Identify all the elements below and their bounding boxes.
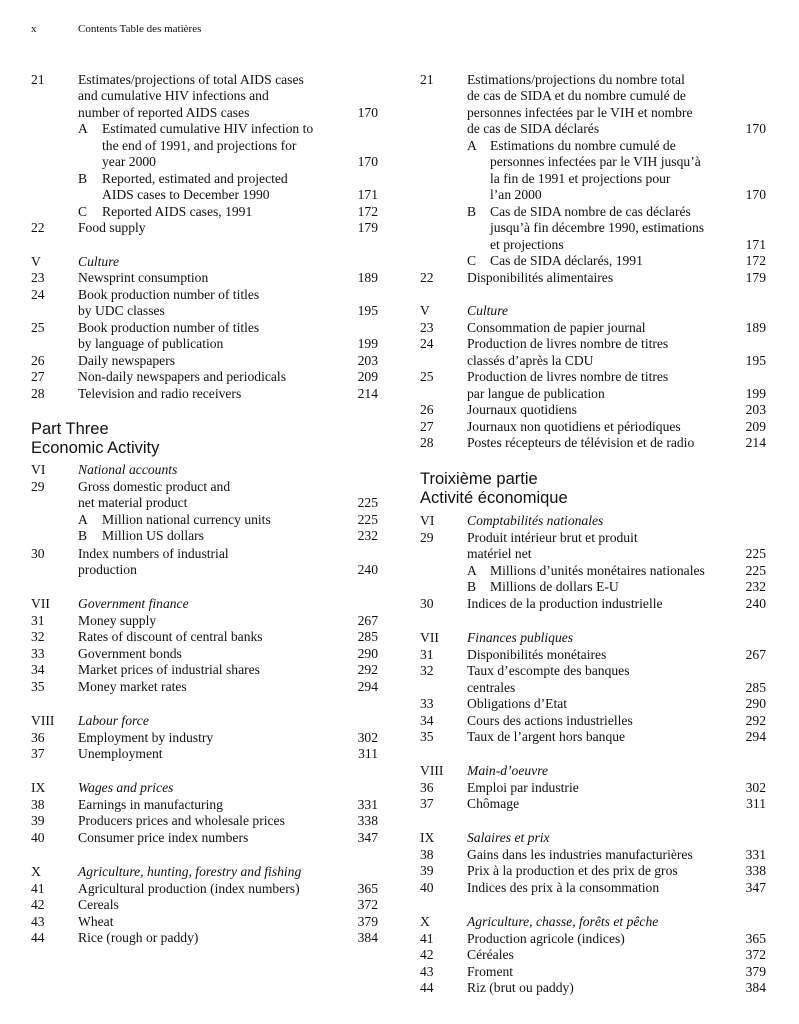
page-number: 179 — [745, 270, 766, 285]
table-number: 41 — [31, 881, 45, 896]
page-number: 331 — [357, 797, 378, 812]
entry-title: Million US dollars — [102, 528, 204, 543]
table-number: 35 — [31, 679, 45, 694]
entry-title: de cas de SIDA et du nombre cumulé de — [467, 88, 686, 103]
entry-title: Gross domestic product and — [78, 479, 231, 494]
entry-title: Food supply — [78, 220, 146, 235]
section-title: National accounts — [78, 462, 178, 477]
section-title: Agriculture, hunting, forestry and fishing — [78, 864, 302, 879]
table-number: 30 — [31, 546, 45, 561]
section-title: Agriculture, chasse, forêts et pêche — [467, 914, 659, 929]
entry-title: Estimates/projections of total AIDS cases — [78, 72, 304, 87]
subtable-letter: A — [78, 512, 88, 527]
entry-title: Cours des actions industrielles — [467, 713, 633, 728]
page-numeral: x — [31, 23, 37, 35]
entry-title: Journaux quotidiens — [467, 402, 577, 417]
entry-title: Television and radio receivers — [78, 386, 242, 401]
entry-title: Estimated cumulative HIV infection to — [102, 121, 314, 136]
page-number: 267 — [745, 647, 766, 662]
entry-title: Estimations/projections du nombre total — [467, 72, 685, 87]
entry-title: Producers prices and wholesale prices — [78, 813, 285, 828]
page-number: 225 — [745, 563, 766, 578]
entry-title: Indices de la production industrielle — [467, 596, 663, 611]
page-number: 199 — [745, 386, 766, 401]
entry-title: Consommation de papier journal — [467, 320, 646, 335]
entry-title: de cas de SIDA déclarés — [467, 121, 600, 136]
entry-title: Gains dans les industries manufacturières — [467, 847, 693, 862]
page-number: 285 — [357, 629, 378, 644]
table-number: 39 — [420, 863, 434, 878]
page-number: 384 — [357, 930, 378, 945]
section-number: VII — [31, 596, 50, 611]
page-number: 365 — [357, 881, 378, 896]
entry-title: Riz (brut ou paddy) — [467, 980, 574, 995]
table-number: 32 — [31, 629, 45, 644]
page-number: 214 — [745, 435, 766, 450]
page-number: 225 — [745, 546, 766, 561]
entry-title: Disponibilités monétaires — [467, 647, 607, 662]
entry-title: by UDC classes — [78, 303, 165, 318]
entry-title: Money market rates — [78, 679, 187, 694]
entry-title: Index numbers of industrial — [78, 546, 229, 561]
table-number: 22 — [31, 220, 45, 235]
entry-title: Disponibilités alimentaires — [467, 270, 614, 285]
section-number: VIII — [31, 713, 55, 728]
page-number: 365 — [745, 931, 766, 946]
entry-title: Employment by industry — [78, 730, 214, 745]
subtable-letter: C — [467, 253, 477, 268]
table-number: 29 — [31, 479, 45, 494]
table-number: 40 — [420, 880, 434, 895]
entry-title: Produit intérieur brut et produit — [467, 530, 638, 545]
section-title: Culture — [467, 303, 509, 318]
entry-title: jusqu’à fin décembre 1990, estimations — [490, 220, 705, 235]
subtable-letter: B — [78, 528, 88, 543]
table-number: 27 — [420, 419, 434, 434]
page-number: 195 — [357, 303, 378, 318]
table-number: 26 — [420, 402, 434, 417]
table-number: 36 — [420, 780, 434, 795]
page-number: 267 — [357, 613, 378, 628]
table-number: 24 — [420, 336, 434, 351]
page-number: 170 — [357, 154, 378, 169]
page-number: 189 — [357, 270, 378, 285]
page-number: 347 — [745, 880, 766, 895]
part-heading-english: Part Three — [31, 420, 109, 438]
page-number: 292 — [745, 713, 766, 728]
entry-title: centrales — [467, 680, 516, 695]
table-number: 26 — [31, 353, 45, 368]
table-number: 32 — [420, 663, 434, 678]
entry-title: Reported AIDS cases, 1991 — [102, 204, 253, 219]
entry-title: Cas de SIDA déclarés, 1991 — [490, 253, 643, 268]
table-number: 40 — [31, 830, 45, 845]
entry-title: Cereals — [78, 897, 119, 912]
page-number: 331 — [745, 847, 766, 862]
entry-title: the end of 1991, and projections for — [102, 138, 297, 153]
entry-title: Millions d’unités monétaires nationales — [490, 563, 705, 578]
page-number: 214 — [357, 386, 378, 401]
page-number: 372 — [745, 947, 766, 962]
part-subheading-english: Economic Activity — [31, 439, 160, 457]
entry-title: classés d’après la CDU — [467, 353, 594, 368]
section-number: VII — [420, 630, 439, 645]
entry-title: Agricultural production (index numbers) — [78, 881, 300, 896]
entry-title: Consumer price index numbers — [78, 830, 249, 845]
subtable-letter: B — [467, 204, 477, 219]
entry-title: Taux d’escompte des banques — [467, 663, 630, 678]
section-number: IX — [31, 780, 46, 795]
entry-title: Money supply — [78, 613, 157, 628]
table-number: 34 — [420, 713, 434, 728]
page-number: 302 — [357, 730, 378, 745]
table-number: 33 — [31, 646, 45, 661]
page-number: 240 — [745, 596, 766, 611]
section-number: VI — [420, 513, 435, 528]
section-number: IX — [420, 830, 435, 845]
page-number: 189 — [745, 320, 766, 335]
section-title: Wages and prices — [78, 780, 174, 795]
page-number: 195 — [745, 353, 766, 368]
section-number: V — [31, 254, 41, 269]
entry-title: Postes récepteurs de télévision et de radio — [467, 435, 695, 450]
section-title: Finances publiques — [467, 630, 574, 645]
entry-title: number of reported AIDS cases — [78, 105, 250, 120]
table-number: 31 — [31, 613, 45, 628]
running-header-title: Contents Table des matières — [78, 23, 202, 35]
table-number: 41 — [420, 931, 434, 946]
table-number: 22 — [420, 270, 434, 285]
entry-title: Unemployment — [78, 746, 163, 761]
table-number: 31 — [420, 647, 434, 662]
table-number: 36 — [31, 730, 45, 745]
entry-title: la fin de 1991 et projections pour — [490, 171, 671, 186]
page-number: 347 — [357, 830, 378, 845]
page-number: 225 — [357, 512, 378, 527]
table-number: 38 — [31, 797, 45, 812]
table-number: 25 — [31, 320, 45, 335]
section-title: Culture — [78, 254, 120, 269]
section-number: X — [31, 864, 41, 879]
table-number: 44 — [31, 930, 45, 945]
entry-title: Production agricole (indices) — [467, 931, 625, 946]
table-number: 38 — [420, 847, 434, 862]
page-number: 179 — [357, 220, 378, 235]
section-title: Main-d’oeuvre — [467, 763, 549, 778]
entry-title: Newsprint consumption — [78, 270, 209, 285]
page-number: 311 — [358, 746, 378, 761]
entry-title: Market prices of industrial shares — [78, 662, 260, 677]
entry-title: Million national currency units — [102, 512, 271, 527]
entry-title: production — [78, 562, 137, 577]
entry-title: net material product — [78, 495, 188, 510]
table-number: 23 — [420, 320, 434, 335]
entry-title: personnes infectées par le VIH et nombre — [467, 105, 693, 120]
table-number: 28 — [420, 435, 434, 450]
entry-title: Government bonds — [78, 646, 182, 661]
table-number: 39 — [31, 813, 45, 828]
entry-title: Millions de dollars E-U — [490, 579, 619, 594]
section-number: VIII — [420, 763, 444, 778]
entry-title: Chômage — [467, 796, 520, 811]
entry-title: Earnings in manufacturing — [78, 797, 223, 812]
section-title: Salaires et prix — [467, 830, 550, 845]
page-number: 232 — [357, 528, 378, 543]
page-number: 232 — [745, 579, 766, 594]
table-number: 33 — [420, 696, 434, 711]
table-number: 23 — [31, 270, 45, 285]
page-number: 171 — [357, 187, 378, 202]
page-number: 170 — [745, 187, 766, 202]
entry-title: matériel net — [467, 546, 532, 561]
page-number: 294 — [745, 729, 766, 744]
page-number: 240 — [357, 562, 378, 577]
subtable-letter: B — [78, 171, 88, 186]
entry-title: Production de livres nombre de titres — [467, 336, 669, 351]
entry-title: Reported, estimated and projected — [102, 171, 288, 186]
entry-title: et projections — [490, 237, 564, 252]
page-number: 379 — [745, 964, 766, 979]
entry-title: l’an 2000 — [490, 187, 542, 202]
page-number: 311 — [746, 796, 766, 811]
entry-title: Prix à la production et des prix de gros — [467, 863, 678, 878]
page-number: 209 — [357, 369, 378, 384]
entry-title: Indices des prix à la consommation — [467, 880, 660, 895]
page-number: 384 — [745, 980, 766, 995]
entry-title: Book production number of titles — [78, 287, 260, 302]
section-number: X — [420, 914, 430, 929]
table-number: 34 — [31, 662, 45, 677]
page-number: 203 — [357, 353, 378, 368]
page-number: 199 — [357, 336, 378, 351]
entry-title: AIDS cases to December 1990 — [102, 187, 270, 202]
entry-title: Daily newspapers — [78, 353, 176, 368]
page-number: 203 — [745, 402, 766, 417]
table-number: 42 — [420, 947, 434, 962]
section-number: V — [420, 303, 430, 318]
table-number: 29 — [420, 530, 434, 545]
entry-title: Non-daily newspapers and periodicals — [78, 369, 286, 384]
table-number: 30 — [420, 596, 434, 611]
subtable-letter: A — [467, 138, 477, 153]
section-title: Comptabilités nationales — [467, 513, 604, 528]
entry-title: Cas de SIDA nombre de cas déclarés — [490, 204, 691, 219]
entry-title: personnes infectées par le VIH jusqu’à — [490, 154, 701, 169]
table-number: 28 — [31, 386, 45, 401]
subtable-letter: C — [78, 204, 88, 219]
entry-title: Obligations d’Etat — [467, 696, 568, 711]
table-number: 24 — [31, 287, 45, 302]
page-number: 209 — [745, 419, 766, 434]
page-number: 172 — [357, 204, 378, 219]
page-number: 290 — [745, 696, 766, 711]
page-number: 292 — [357, 662, 378, 677]
page-number: 372 — [357, 897, 378, 912]
page-number: 170 — [357, 105, 378, 120]
table-number: 37 — [31, 746, 45, 761]
section-title: Labour force — [78, 713, 149, 728]
table-number: 44 — [420, 980, 434, 995]
entry-title: by language of publication — [78, 336, 224, 351]
page-number: 290 — [357, 646, 378, 661]
table-number: 27 — [31, 369, 45, 384]
page-number: 294 — [357, 679, 378, 694]
page-number: 225 — [357, 495, 378, 510]
page-number: 338 — [357, 813, 378, 828]
page-number: 171 — [745, 237, 766, 252]
table-number: 25 — [420, 369, 434, 384]
entry-title: Rice (rough or paddy) — [78, 930, 199, 945]
entry-title: Taux de l’argent hors banque — [467, 729, 626, 744]
entry-title: Production de livres nombre de titres — [467, 369, 669, 384]
entry-title: Emploi par industrie — [467, 780, 579, 795]
entry-title: Estimations du nombre cumulé de — [490, 138, 676, 153]
entry-title: Froment — [467, 964, 514, 979]
section-number: VI — [31, 462, 46, 477]
entry-title: Journaux non quotidiens et périodiques — [467, 419, 681, 434]
entry-title: Céréales — [467, 947, 514, 962]
subtable-letter: B — [467, 579, 477, 594]
entry-title: Rates of discount of central banks — [78, 629, 263, 644]
page-number: 172 — [745, 253, 766, 268]
part-subheading-french: Activité économique — [420, 489, 568, 507]
part-heading-french: Troixième partie — [420, 470, 538, 488]
page-number: 285 — [745, 680, 766, 695]
table-number: 35 — [420, 729, 434, 744]
page-number: 302 — [745, 780, 766, 795]
entry-title: Book production number of titles — [78, 320, 260, 335]
page-number: 338 — [745, 863, 766, 878]
table-number: 43 — [420, 964, 434, 979]
entry-title: and cumulative HIV infections and — [78, 88, 269, 103]
table-number: 37 — [420, 796, 434, 811]
section-title: Government finance — [78, 596, 189, 611]
subtable-letter: A — [78, 121, 88, 136]
entry-title: year 2000 — [102, 154, 156, 169]
subtable-letter: A — [467, 563, 477, 578]
table-number: 21 — [420, 72, 434, 87]
table-number: 43 — [31, 914, 45, 929]
page-number: 170 — [745, 121, 766, 136]
page-number: 379 — [357, 914, 378, 929]
entry-title: Wheat — [78, 914, 114, 929]
table-number: 21 — [31, 72, 45, 87]
table-number: 42 — [31, 897, 45, 912]
entry-title: par langue de publication — [467, 386, 605, 401]
